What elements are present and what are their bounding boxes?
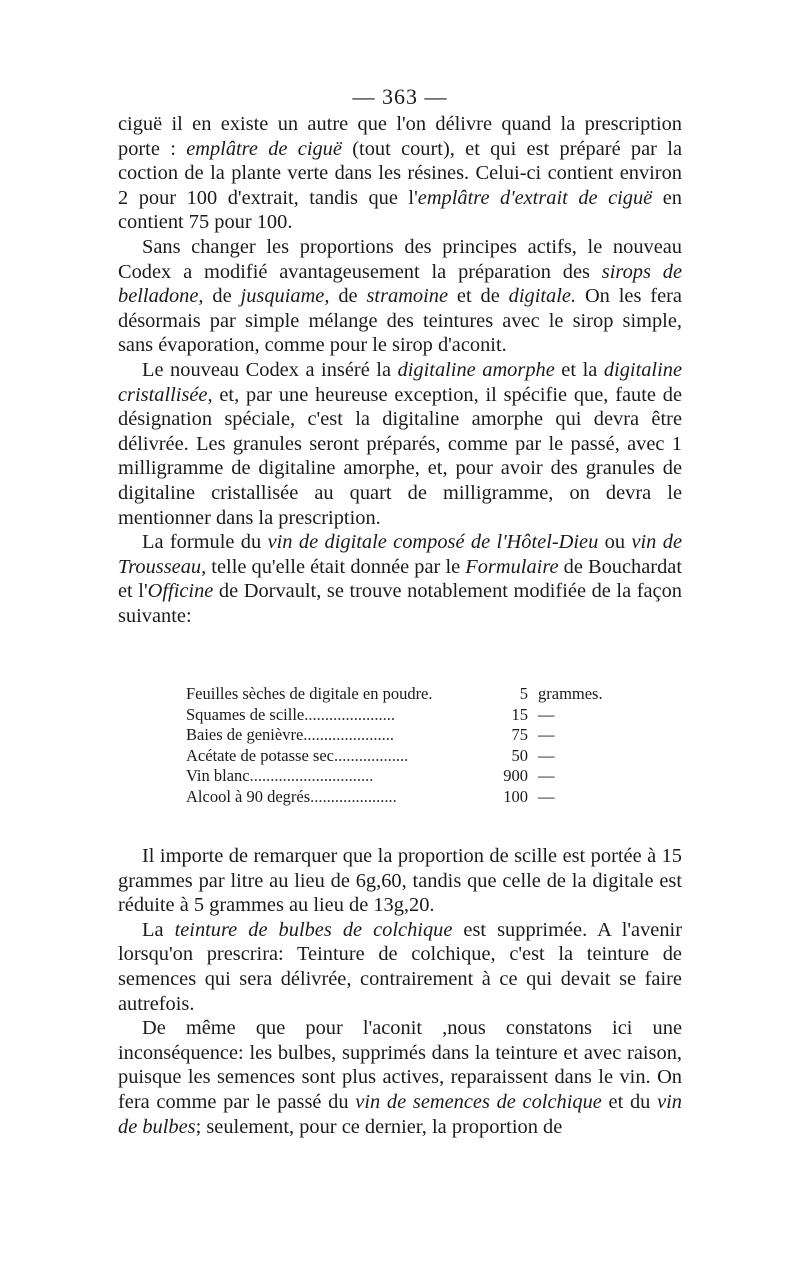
text-run: Il importe de remarquer que la proportion de scille est portée à 15 grammes par litre au lieu de 6g,60, tandis que celle de la digitale est réduite à 5 grammes au lieu de 13g,20. xyxy=(118,845,682,917)
paragraph xyxy=(118,112,682,235)
ingredient-unit: — xyxy=(538,725,555,744)
paragraph xyxy=(118,1016,682,1139)
ingredient-quantity: 100 xyxy=(503,786,528,806)
text-run: Sans changer les proportions des principes actifs, le nouveau Codex a modifié avantageusement la préparation des xyxy=(118,235,682,283)
ingredient-name: Feuilles sèches de digitale en poudre. xyxy=(186,684,433,703)
ingredient-name: Baies de genièvre...................... xyxy=(186,725,395,744)
page-number: — 363 — xyxy=(352,84,448,109)
recipe-row xyxy=(186,766,636,787)
paragraph xyxy=(118,530,682,628)
recipe-row xyxy=(186,725,636,746)
ingredient-quantity: 900 xyxy=(503,766,528,785)
text-run: De même que pour l'aconit ,nous constatons ici une inconséquence: les bulbes, supprimés dans la teinture et avec raison, puisque les semences sont plus actives, reparaissent dans le vin. On fera comme par le passé du xyxy=(118,1017,682,1113)
italic-term: Officine xyxy=(147,580,214,603)
text-run: Le nouveau Codex a inséré la xyxy=(142,358,398,381)
italic-term: teinture de bulbes de colchique xyxy=(174,918,453,941)
text-run: et du xyxy=(601,1090,658,1113)
text-run: (tout court), et qui est préparé par la coction de la plante verte dans les résines. Celui-ci contient environ 2 pour 100 d'extrait, tandis que l' xyxy=(118,137,682,209)
italic-term: vin de semences de colchique xyxy=(355,1090,602,1113)
text-run: en contient 75 pour 100. xyxy=(118,186,682,234)
text-run: et la xyxy=(554,358,604,381)
italic-term: vin de Trousseau, xyxy=(118,531,682,578)
text-run: et de xyxy=(448,285,509,308)
italic-term: emplâtre de ciguë xyxy=(186,137,342,160)
italic-term: vin de bulbes xyxy=(118,1090,682,1138)
ingredient-quantity: 50 xyxy=(511,745,528,765)
paragraph xyxy=(118,918,682,1016)
ingredient-name: Vin blanc.............................. xyxy=(186,766,374,785)
ingredient-quantity: 15 xyxy=(511,704,528,724)
text-run: On les fera désormais par simple mélange des teintures avec le sirop simple, sans évaporation, comme pour le sirop d'aconit. xyxy=(118,285,682,357)
text-run: telle qu'elle était donnée par le xyxy=(206,555,466,578)
text-run: ; seulement, pour ce dernier, la proportion de xyxy=(195,1115,563,1138)
ingredient-unit: — xyxy=(538,704,555,724)
text-run: de Bouchardat et l' xyxy=(118,555,682,603)
paragraph xyxy=(118,235,682,358)
text-run: et, par une heureuse exception, il spécifie que, faute de désignation spéciale, c'est la digitaline amorphe qui devra être délivrée. Les granules seront préparés, comme par le passé, avec 1 milligramme de digitaline amorphe, et, pour avoir des granules de digitaline cristallisée au quart de milligramme, on devra le mentionner dans la prescription. xyxy=(118,383,682,529)
ingredient-quantity: 5 xyxy=(519,684,528,703)
ingredient-unit: — xyxy=(538,745,555,765)
text-run: de xyxy=(329,285,367,308)
ingredient-unit: — xyxy=(538,786,555,806)
ingredient-unit: — xyxy=(538,766,555,785)
text-run: ou xyxy=(598,531,632,554)
ingredient-unit: grammes. xyxy=(538,684,603,703)
italic-term: emplâtre d'extrait de ciguë xyxy=(417,186,653,209)
recipe-row xyxy=(186,787,636,808)
text-run: de Dorvault, se trouve notablement modifiée de la façon suivante: xyxy=(118,580,682,627)
ingredient-name: Acétate de potasse sec.................. xyxy=(186,745,409,765)
recipe-table xyxy=(186,684,636,807)
italic-term: sirops de belladone, xyxy=(118,260,682,308)
text-run: de xyxy=(203,285,241,308)
text-block-upper xyxy=(118,112,682,628)
recipe-row xyxy=(186,705,636,726)
paragraph xyxy=(118,844,682,918)
text-block-lower xyxy=(118,844,682,1139)
italic-term: stramoine xyxy=(366,285,449,308)
italic-term: vin de digitale composé de l'Hôtel-Dieu xyxy=(267,531,599,554)
text-run: est supprimée. A l'avenir lorsqu'on prescrira: Teinture de colchique, c'est la teinture de semences qui sera délivrée, contrairement à ce qui devait se faire autrefois. xyxy=(118,918,683,1015)
italic-term: digitaline amorphe xyxy=(397,358,555,381)
paragraph xyxy=(118,358,682,530)
recipe-row xyxy=(186,746,636,767)
italic-term: Formulaire xyxy=(465,555,559,578)
ingredient-name: Alcool à 90 degrés..................... xyxy=(186,786,397,806)
recipe-row xyxy=(186,684,636,705)
text-run: La formule du xyxy=(142,531,268,554)
ingredient-quantity: 75 xyxy=(511,725,528,744)
text-run: ciguë il en existe un autre que l'on délivre quand la prescription porte : xyxy=(118,113,682,160)
text-run: La xyxy=(142,918,175,941)
italic-term: jusquiame, xyxy=(240,285,330,308)
italic-term: digitale. xyxy=(508,285,577,308)
italic-term: digitaline cristallisée, xyxy=(118,358,683,406)
ingredient-name: Squames de scille...................... xyxy=(186,704,395,724)
